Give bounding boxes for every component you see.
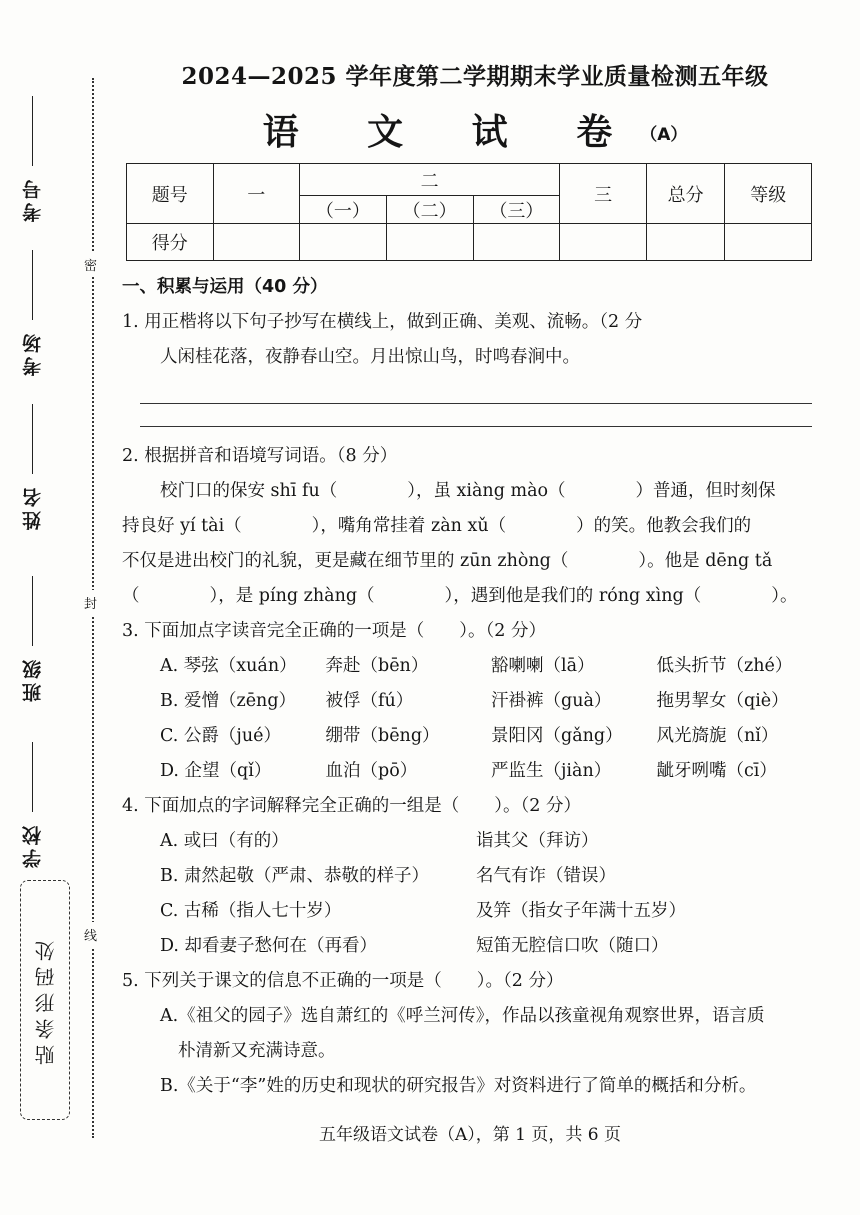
- edition-label: （A）: [640, 125, 688, 145]
- q3-d-4: 龇牙咧嘴（cī）: [656, 761, 777, 781]
- q3-stem: 3. 下面加点字读音完全正确的一项是（ ）。（2 分）: [122, 621, 546, 641]
- page-footer: 五年级语文试卷（A），第 1 页，共 6 页: [318, 1125, 622, 1145]
- exam-title: 2024—2025 学年度第二学期期末学业质量检测五年级: [181, 63, 769, 90]
- q4-b-2: 名气有诈（错误）: [476, 866, 616, 886]
- score-cell-two-2[interactable]: [386, 224, 473, 261]
- q4-a-1: A. 或曰（有的）: [160, 831, 289, 851]
- q2-line-3: 不仅是进出校门的礼貌，更是藏在细节里的 zūn zhòng（ ）。他是 dēng tǎ: [122, 551, 773, 571]
- q4-option-d[interactable]: [122, 929, 822, 964]
- q3-b-1: B. 爱憎（zēng）: [160, 691, 297, 711]
- subject-name: 语 文 试 卷: [262, 112, 641, 153]
- q3-option-d[interactable]: [122, 754, 822, 789]
- school-label: 学校: [21, 822, 44, 868]
- q4-c-1: C. 古稀（指人七十岁）: [160, 901, 342, 921]
- q3-c-4: 风光旖旎（nǐ）: [656, 726, 779, 746]
- q4-option-b[interactable]: [122, 859, 822, 894]
- q3-a-2: 奔赴（bēn）: [325, 656, 429, 676]
- q1-stem: 1. 用正楷将以下句子抄写在横线上，做到正确、美观、流畅。（2 分: [122, 312, 643, 332]
- subject-title: [130, 104, 820, 155]
- q4-a-2: 诣其父（拜访）: [476, 831, 599, 851]
- barcode-sticker-box: [20, 880, 70, 1120]
- score-cell-two-1[interactable]: [300, 224, 387, 261]
- exam-room-label: 考场: [21, 330, 44, 376]
- q4-option-c[interactable]: [122, 894, 822, 929]
- q3-option-c[interactable]: [122, 719, 822, 754]
- q3-c-1: C. 公爵（jué）: [160, 726, 281, 746]
- score-table-col-total: 总分: [646, 164, 725, 224]
- score-cell-two-3[interactable]: [473, 224, 560, 261]
- q2-stem: 2. 根据拼音和语境写词语。（8 分）: [122, 446, 398, 466]
- q3-a-3: 豁喇喇（lā）: [491, 656, 595, 676]
- school-field: [18, 742, 46, 868]
- q3-d-1: D. 企望（qǐ）: [160, 761, 272, 781]
- q2-line-4: （ ），是 píng zhàng（ ），遇到他是我们的 róng xìng（ ）。: [122, 586, 798, 606]
- binding-char-line: 线: [84, 922, 97, 947]
- score-row-label: 得分: [127, 224, 214, 261]
- name-field: [18, 404, 46, 530]
- score-table-header-label: 题号: [127, 164, 214, 224]
- q1-answer-line-1[interactable]: [140, 381, 812, 404]
- exam-number-field: [18, 96, 46, 222]
- q5-option-b[interactable]: B.《关于“李”姓的历史和现状的研究报告》对资料进行了简单的概括和分析。: [160, 1076, 757, 1096]
- score-cell-total[interactable]: [646, 224, 725, 261]
- q3-b-3: 汗褂裤（guà）: [491, 691, 612, 711]
- q2-line-1: 校门口的保安 shī fu（ ），虽 xiàng mào（ ）普通，但时刻保: [160, 481, 776, 501]
- score-table-col-one: 一: [213, 164, 300, 224]
- class-field: [18, 576, 46, 702]
- q1-answer-line-2[interactable]: [140, 404, 812, 427]
- score-cell-three[interactable]: [560, 224, 647, 261]
- score-table: [126, 163, 812, 261]
- class-label: 班级: [21, 656, 44, 702]
- exam-number-label: 考号: [21, 176, 44, 222]
- name-label: 姓名: [21, 484, 44, 530]
- score-table-sub-2: （二）: [386, 196, 473, 224]
- q3-option-b[interactable]: [122, 684, 822, 719]
- q3-c-2: 绷带（bēng）: [325, 726, 440, 746]
- score-cell-one[interactable]: [213, 224, 300, 261]
- q5-stem: 5. 下列关于课文的信息不正确的一项是（ ）。（2 分）: [122, 971, 564, 991]
- q4-stem: 4. 下面加点的字词解释完全正确的一组是（ ）。（2 分）: [122, 796, 581, 816]
- binding-char-seal: 密: [84, 252, 97, 277]
- binding-char-close: 封: [84, 590, 97, 615]
- q4-option-a[interactable]: [122, 824, 822, 859]
- q3-b-4: 拖男挈女（qiè）: [656, 691, 789, 711]
- q5-option-a-cont: 朴清新又充满诗意。: [178, 1041, 336, 1061]
- score-table-col-grade: 等级: [725, 164, 812, 224]
- score-cell-grade[interactable]: [725, 224, 812, 261]
- q3-b-2: 被俘（fú）: [325, 691, 414, 711]
- q4-d-1: D. 却看妻子愁何在（再看）: [160, 936, 378, 956]
- score-table-sub-1: （一）: [300, 196, 387, 224]
- score-table-col-two: 二: [300, 164, 560, 196]
- q4-c-2: 及笄（指女子年满十五岁）: [476, 901, 686, 921]
- q3-d-3: 严监生（jiàn）: [491, 761, 612, 781]
- q3-a-4: 低头折节（zhé）: [656, 656, 793, 676]
- q4-d-2: 短笛无腔信口吹（随口）: [476, 936, 669, 956]
- barcode-sticker-label: 贴条形码处: [33, 935, 58, 1065]
- q3-a-1: A. 琴弦（xuán）: [160, 656, 297, 676]
- exam-room-field: [18, 250, 46, 376]
- score-table-sub-3: （三）: [473, 196, 560, 224]
- q3-d-2: 血泊（pō）: [325, 761, 418, 781]
- q5-option-a[interactable]: A.《祖父的园子》选自萧红的《呼兰河传》，作品以孩童视角观察世界，语言质: [160, 1006, 765, 1026]
- q3-c-3: 景阳冈（gǎng）: [491, 726, 623, 746]
- q1-poem: 人闲桂花落，夜静春山空。月出惊山鸟，时鸣春涧中。: [160, 347, 580, 367]
- section-heading: 一、积累与运用（40 分）: [122, 277, 328, 297]
- questions-area: [122, 270, 822, 1104]
- q4-b-1: B. 肃然起敬（严肃、恭敬的样子）: [160, 866, 429, 886]
- q2-line-2: 持良好 yí tài（ ），嘴角常挂着 zàn xǔ（ ）的笑。他教会我们的: [122, 516, 752, 536]
- score-table-col-three: 三: [560, 164, 647, 224]
- q3-option-a[interactable]: [122, 649, 822, 684]
